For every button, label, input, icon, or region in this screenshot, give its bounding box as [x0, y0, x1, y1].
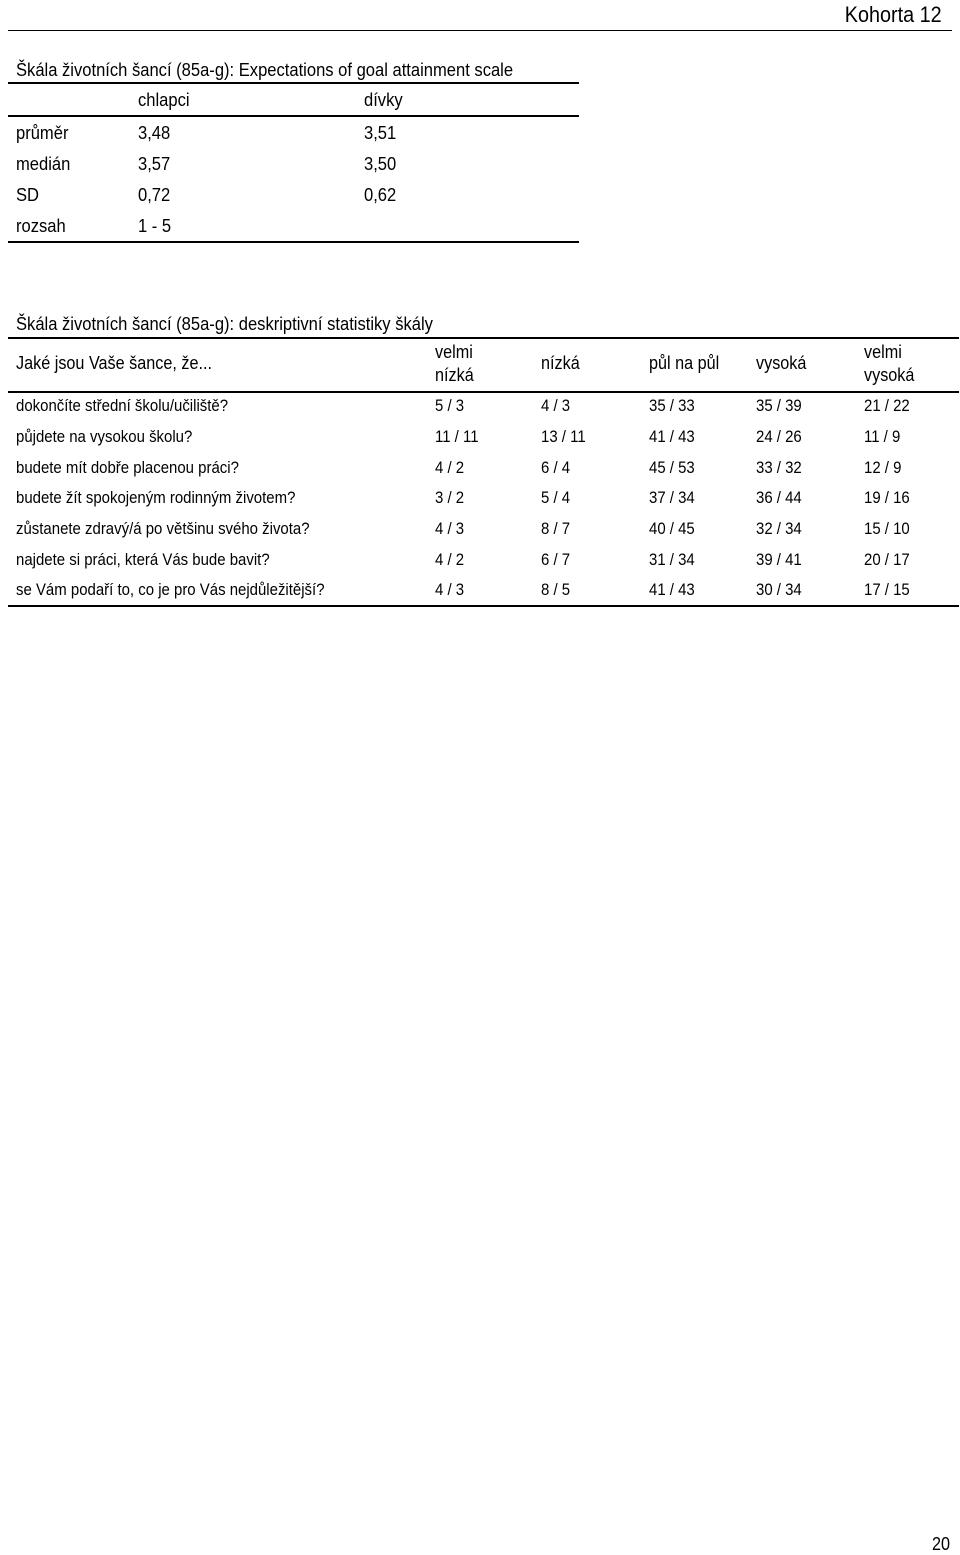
cell-half: 35 / 33: [649, 396, 695, 415]
cell-high: 36 / 44: [756, 488, 802, 507]
boys-value: 0,72: [138, 185, 171, 205]
section1-top-rule: [8, 82, 579, 84]
section1-header-rule: [8, 115, 579, 117]
col-very-low-line2: nízká: [435, 365, 474, 385]
question-label: se Vám podaří to, co je pro Vás nejdůležitější?: [16, 580, 325, 599]
cell-high: 30 / 34: [756, 580, 802, 599]
cell-very-low: 4 / 2: [435, 550, 465, 569]
girls-value: 0,62: [364, 185, 397, 205]
page-header: [8, 0, 952, 31]
question-label: budete mít dobře placenou práci?: [16, 458, 239, 477]
section2-top-rule: [8, 337, 959, 339]
row-label: medián: [16, 154, 71, 174]
cell-low: 8 / 7: [541, 519, 571, 538]
cell-half: 31 / 34: [649, 550, 695, 569]
question-label: budete žít spokojeným rodinným životem?: [16, 488, 296, 507]
cell-low: 6 / 4: [541, 458, 571, 477]
section1-bottom-rule: [8, 241, 579, 243]
section1-title: Škála životních šancí (85a-g): Expectations of goal attainment scale: [16, 60, 514, 80]
row-label: průměr: [16, 123, 69, 143]
section1-col-girls: dívky: [364, 90, 403, 110]
cell-very-low: 11 / 11: [435, 427, 479, 446]
question-label: dokončíte střední školu/učiliště?: [16, 396, 229, 415]
cell-very-low: 4 / 3: [435, 580, 465, 599]
cell-half: 45 / 53: [649, 458, 695, 477]
col-very-low-line1: velmi: [435, 342, 473, 362]
cell-very-low: 4 / 3: [435, 519, 465, 538]
cell-very-high: 19 / 16: [864, 488, 910, 507]
cell-very-high: 11 / 9: [864, 427, 901, 446]
section2-bottom-rule: [8, 605, 959, 607]
cell-low: 8 / 5: [541, 580, 571, 599]
row-label: SD: [16, 185, 40, 205]
col-very-high-line1: velmi: [864, 342, 902, 362]
row-label: rozsah: [16, 216, 66, 236]
cell-very-low: 5 / 3: [435, 396, 465, 415]
girls-value: 3,51: [364, 123, 397, 143]
boys-value: 3,48: [138, 123, 171, 143]
question-label: půjdete na vysokou školu?: [16, 427, 193, 446]
cell-low: 6 / 7: [541, 550, 571, 569]
question-label: najdete si práci, která Vás bude bavit?: [16, 550, 270, 569]
cell-very-high: 17 / 15: [864, 580, 910, 599]
cell-half: 37 / 34: [649, 488, 695, 507]
boys-value: 1 - 5: [138, 216, 172, 236]
cell-very-low: 3 / 2: [435, 488, 465, 507]
col-half: půl na půl: [649, 353, 720, 373]
col-very-high-line2: vysoká: [864, 365, 915, 385]
col-low: nízká: [541, 353, 580, 373]
cell-very-high: 21 / 22: [864, 396, 910, 415]
cell-half: 40 / 45: [649, 519, 695, 538]
page-number: 20: [931, 1534, 950, 1554]
cohort-title: Kohorta 12: [845, 2, 942, 27]
cell-high: 24 / 26: [756, 427, 802, 446]
cell-high: 35 / 39: [756, 396, 802, 415]
question-header: Jaké jsou Vaše šance, že...: [16, 353, 213, 373]
section1-col-boys: chlapci: [138, 90, 190, 110]
question-label: zůstanete zdravý/á po většinu svého života?: [16, 519, 310, 538]
cell-half: 41 / 43: [649, 427, 695, 446]
cell-very-high: 15 / 10: [864, 519, 910, 538]
cell-low: 5 / 4: [541, 488, 571, 507]
boys-value: 3,57: [138, 154, 171, 174]
cell-low: 4 / 3: [541, 396, 571, 415]
section2-title: Škála životních šancí (85a-g): deskriptivní statistiky škály: [16, 314, 433, 334]
cell-high: 39 / 41: [756, 550, 802, 569]
cell-very-high: 12 / 9: [864, 458, 902, 477]
section2-header-rule: [8, 391, 959, 393]
cell-very-high: 20 / 17: [864, 550, 910, 569]
cell-low: 13 / 11: [541, 427, 586, 446]
cell-very-low: 4 / 2: [435, 458, 465, 477]
cell-high: 33 / 32: [756, 458, 802, 477]
col-high: vysoká: [756, 353, 807, 373]
girls-value: 3,50: [364, 154, 397, 174]
cell-high: 32 / 34: [756, 519, 802, 538]
cell-half: 41 / 43: [649, 580, 695, 599]
